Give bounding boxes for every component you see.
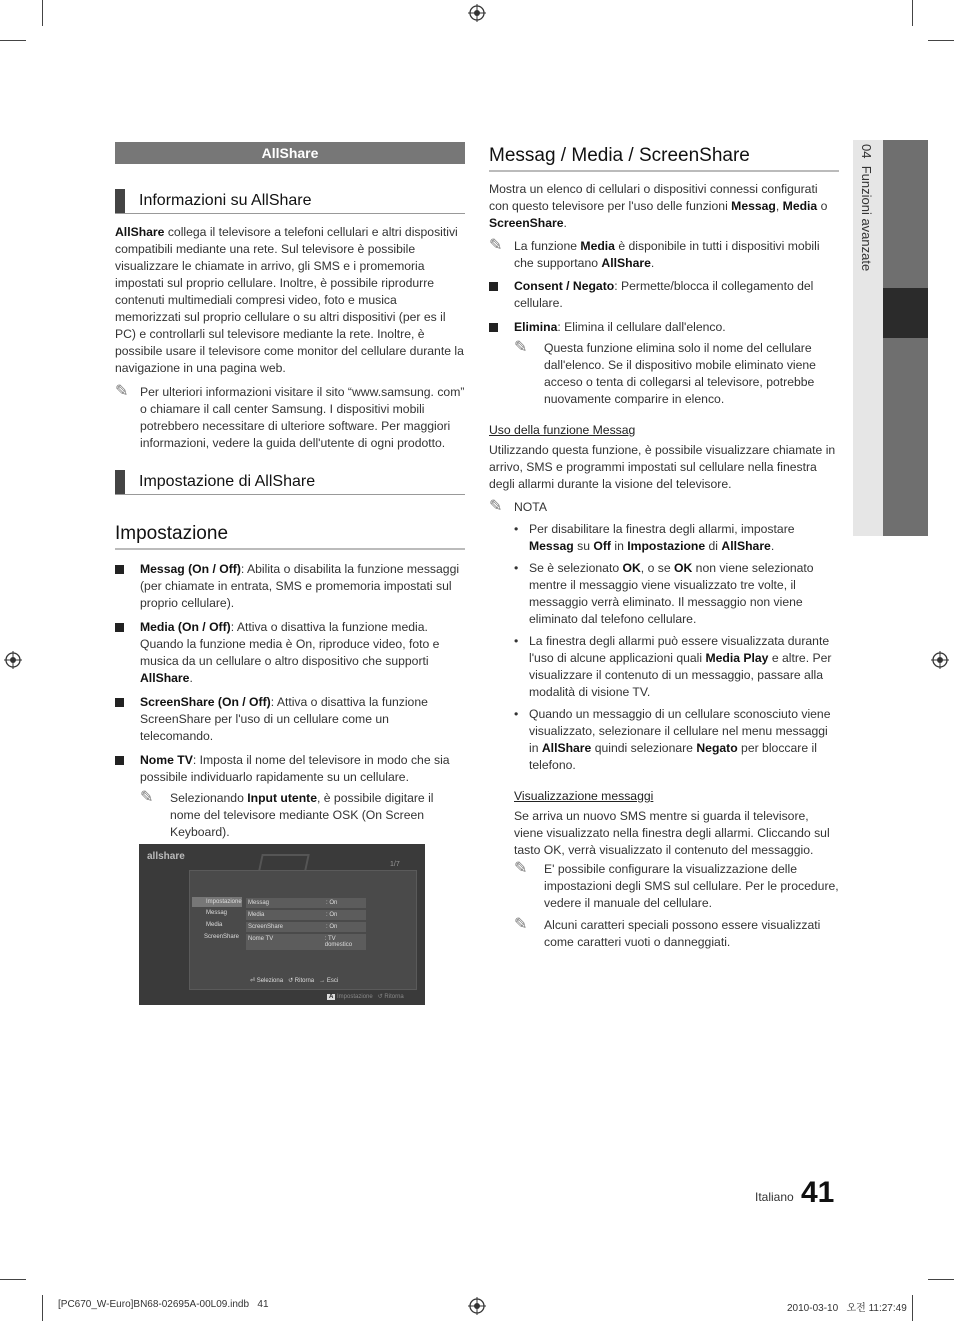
- uso-paragraph: Utilizzando questa funzione, è possibile visualizzare chiamate in arrivo, SMS e programmi impostati sul cellulare nella finestra degli allarmi durante la visione del televisore.: [489, 443, 836, 491]
- heading-impostazione: Impostazione: [115, 523, 465, 550]
- allshare-logo: allshare: [147, 851, 185, 862]
- note-sms-settings: ✎ E' possibile configurare la visualizzazione delle impostazioni degli SMS sul cellulare. Per le procedure, vedere il manuale del cellulare.: [514, 860, 839, 910]
- list-item-media: Media (On / Off): Attiva o disattiva la funzione media. Quando la funzione media è On, riproduce video, foto e musica da un cellulare o altro dispositivo che supporti AllShare.: [115, 619, 465, 687]
- print-date: 2010-03-10 오전 11:27:49: [787, 1303, 907, 1314]
- nota-item: • Per disabilitare la finestra degli allarmi, impostare Messag su Off in Impostazione di AllShare.: [514, 521, 839, 555]
- settings-row[interactable]: Media : On: [246, 910, 366, 920]
- intro-paragraph: Mostra un elenco di cellulari o dispositivi connessi configurati con questo televisore per l'uso delle funzioni Messag, Media o ScreenShare.: [489, 182, 828, 230]
- crop-mark: [0, 1279, 26, 1280]
- page-number: 41: [801, 1176, 835, 1209]
- note-elimina: ✎ Questa funzione elimina solo il nome del cellulare dall'elenco. Se il dispositivo mobile eliminato viene acceso o tenta di collegarsi al televisore, potrebbe nuovamente comparire in elenco.: [514, 339, 816, 406]
- nota-item: • Quando un messaggio di un cellulare sconosciuto viene visualizzato, selezionare il cellulare nel menu messaggi in AllShare quindi selezionare Negato per bloccare il telefono.: [514, 706, 839, 774]
- left-column: [115, 142, 465, 841]
- note-pencil-icon: ✎: [489, 498, 503, 515]
- file-info: [PC670_W-Euro]BN68-02695A-00L09.indb 41: [58, 1299, 269, 1310]
- list-item-screenshare: ScreenShare (On / Off): Attiva o disattiva la funzione ScreenShare per l'uso di un cellulare come un telecomando.: [115, 694, 465, 745]
- menu-item-impostazione[interactable]: Impostazione: [192, 897, 242, 907]
- right-column: [489, 145, 839, 951]
- return-icon: ↺: [377, 994, 383, 1000]
- note-pencil-icon: ✎: [115, 383, 129, 400]
- list-item-nome-tv: Nome TV: Imposta il nome del televisore in modo che sia possibile individuarlo rapidamente su un cellulare.: [115, 752, 465, 786]
- list-item-elimina: Elimina: Elimina il cellulare dall'elenco.: [489, 319, 839, 336]
- settings-row[interactable]: Messag : On: [246, 898, 366, 908]
- crop-mark: [42, 0, 43, 26]
- list-item-messag: Messag (On / Off): Abilita o disabilita la funzione messaggi (per chiamate in entrata, SMS e promemoria impostati sul proprio cellulare).: [115, 561, 465, 612]
- menu-item-media[interactable]: Media: [206, 922, 223, 928]
- crop-mark: [0, 40, 26, 41]
- section-bar-allshare: AllShare: [115, 142, 465, 164]
- panel-footer: ⏎ Seleziona ↺ Ritorna → Esci: [250, 978, 339, 984]
- note-samsung-site: ✎ Per ulteriori informazioni visitare il sito “www.samsung. com” o chiamare il call center Samsung. I dispositivi mobili potrebbero necessitare di ulteriore software. Per maggiori informazioni, vedere la guida dell'utente di ogni prodotto.: [115, 383, 465, 450]
- note-special-chars: ✎ Alcuni caratteri speciali possono essere visualizzati come caratteri vuoti o danneggiati.: [514, 916, 821, 949]
- visualizzazione-paragraph: Se arriva un nuovo SMS mentre si guarda il televisore, viene visualizzato nella finestra degli allarmi. Cliccando sul tasto OK, verrà visualizzato il contenuto del messaggio.: [514, 809, 830, 857]
- enter-icon: ⏎: [250, 978, 256, 984]
- page-indicator: 1/7: [390, 861, 400, 868]
- crop-mark: [928, 40, 954, 41]
- registration-mark-icon: [4, 651, 22, 669]
- chapter-number: 04: [859, 144, 874, 159]
- note-pencil-icon: ✎: [140, 789, 154, 806]
- exit-icon: →: [319, 978, 326, 984]
- menu-item-messag[interactable]: Messag: [206, 910, 228, 916]
- list-item-consent: Consent / Negato: Permette/blocca il collegamento del cellulare.: [489, 278, 839, 312]
- subtitle-visualizzazione: Visualizzazione messaggi: [514, 789, 654, 803]
- chapter-label: [859, 144, 874, 271]
- language-label: Italiano: [755, 1190, 794, 1204]
- crop-mark: [928, 1279, 954, 1280]
- crop-mark: [42, 1295, 43, 1321]
- settings-row[interactable]: ScreenShare : On: [246, 922, 366, 932]
- note-pencil-icon: ✎: [514, 860, 528, 877]
- nota-label: ✎ NOTA: [489, 498, 547, 515]
- tv-screen-image: [139, 844, 425, 1005]
- allshare-intro-paragraph: AllShare collega il televisore a telefoni cellulari e altri dispositivi compatibili mediante una rete. Sul televisore è possibile visualizzare le chiamate in arrivo, gli SMS e i promemoria impostati sul proprio cellulare. Inoltre, è possibile riprodurre contenuti multimediali compresi video, foto e musica memorizzati sul proprio cellulare o su altri dispositivi (per es il PC) e controllarli sul televisore mediante la rete. Inoltre, è possibile usare il televisore come monitor del cellulare durante la navigazione in una pagina web.: [115, 225, 464, 375]
- settings-menu: [190, 897, 244, 943]
- crop-mark: [912, 1295, 913, 1321]
- settings-rows: [246, 898, 366, 950]
- nota-list: [514, 521, 839, 951]
- crop-mark: [912, 0, 913, 26]
- chapter-title: Funzioni avanzate: [859, 165, 874, 272]
- note-pencil-icon: ✎: [514, 916, 528, 933]
- subheading-impostazione-allshare: Impostazione di AllShare: [115, 470, 465, 495]
- chapter-tab: [853, 140, 928, 536]
- registration-mark-icon: [468, 4, 486, 22]
- key-a-icon: A: [329, 994, 334, 1000]
- nota-item: • La finestra degli allarmi può essere visualizzata durante l'uso di alcune applicazioni quali Media Play e altre. Per visualizzare il contenuto di un messaggio, passare alla modalità di visione TV.: [514, 633, 839, 701]
- heading-messag-media-screenshare: Messag / Media / ScreenShare: [489, 145, 839, 172]
- registration-mark-icon: [931, 651, 949, 669]
- note-input-utente: ✎ Selezionando Input utente, è possibile digitare il nome del televisore mediante OSK (On Screen Keyboard).: [140, 789, 434, 839]
- note-media: ✎ La funzione Media è disponibile in tutti i dispositivi mobili che supportano AllShare.: [489, 237, 820, 270]
- note-pencil-icon: ✎: [489, 237, 503, 254]
- menu-item-screenshare[interactable]: ScreenShare: [204, 934, 240, 940]
- subtitle-uso-messag: Uso della funzione Messag: [489, 423, 636, 437]
- settings-panel: [189, 870, 417, 990]
- screen-bottom-bar: A Impostazione ↺ Ritorna: [329, 994, 404, 1000]
- registration-mark-icon: [468, 1297, 486, 1315]
- note-pencil-icon: ✎: [514, 339, 528, 356]
- subheading-informazioni: Informazioni su AllShare: [115, 189, 465, 214]
- nota-item: • Se è selezionato OK, o se OK non viene selezionato mentre il messaggio viene visualizzato tre volte, il messaggio verrà eliminato. Il messaggio non viene eliminato dal telefono cellulare.: [514, 560, 839, 628]
- settings-row[interactable]: Nome TV : TV domestico: [246, 934, 366, 950]
- return-icon: ↺: [288, 978, 294, 984]
